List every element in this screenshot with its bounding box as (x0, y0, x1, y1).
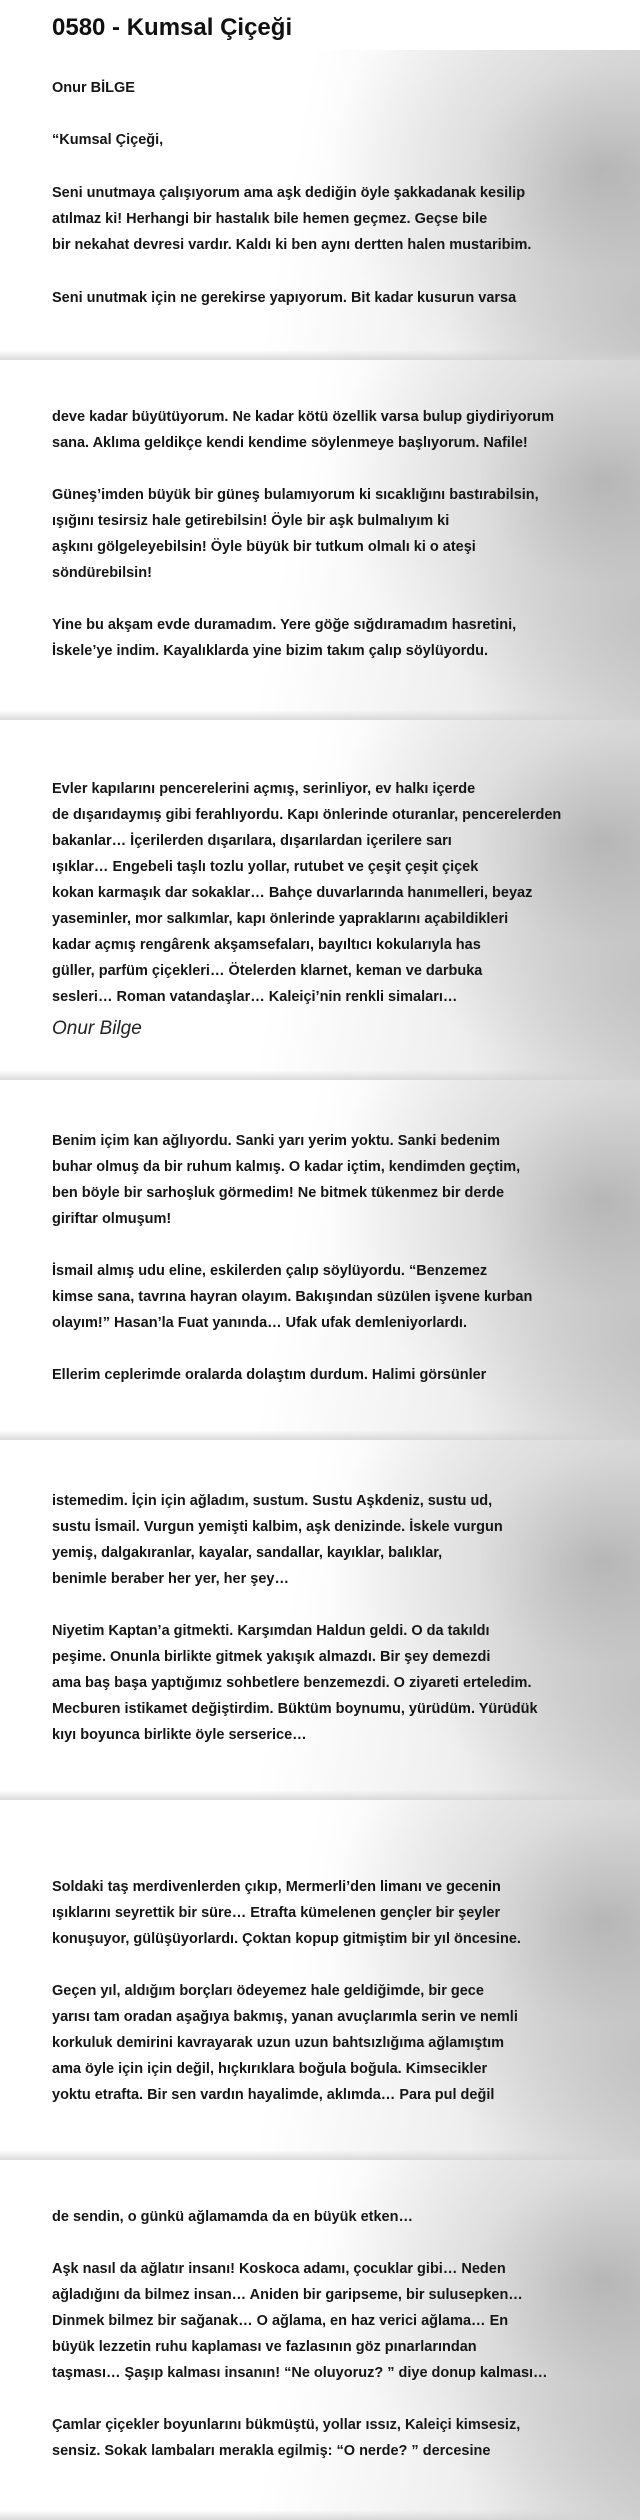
text-line: Çamlar çiçekler boyunlarını bükmüştü, yollar ıssız, Kaleiçi kimsesiz, (52, 2417, 521, 2433)
text-line: sustu İsmail. Vurgun yemişti kalbim, aşk denizinde. İskele vurgun (52, 1519, 503, 1535)
text-line: giriftar olmuşum! (52, 1211, 172, 1227)
text-line: deve kadar büyütüyorum. Ne kadar kötü özellik varsa bulup giydiriyorum (52, 409, 554, 425)
text-line: sesleri… Roman vatandaşlar… Kaleiçi’nin renkli simaları… (52, 989, 458, 1005)
paragraph (52, 2412, 622, 2464)
text-line: Soldaki taş merdivenlerden çıkıp, Mermerli’den limanı ve gecenin (52, 1879, 501, 1895)
text-line: istemedim. İçin için ağladım, sustum. Sustu Aşkdeniz, sustu ud, (52, 1493, 493, 1509)
text-line: kimse sana, tavrına hayran olayım. Bakışından süzülen işvene kurban (52, 1289, 533, 1305)
text-line: taşması… Şaşıp kalması insanın! “Ne oluyoruz? ” diye donup kalması… (52, 2365, 548, 2381)
page-panel (0, 50, 640, 360)
text-line: “Kumsal Çiçeği, (52, 132, 164, 148)
page-panel (0, 360, 640, 720)
text-line: büyük lezzetin ruhu kaplaması ve fazlasının göz pınarlarından (52, 2339, 477, 2355)
paragraph (52, 2256, 622, 2386)
text-line: Geçen yıl, aldığım borçları ödeyemez hale geldiğimde, bir gece (52, 1983, 484, 1999)
text-line: Onur BİLGE (52, 80, 135, 96)
paragraph (52, 1618, 622, 1748)
page-panel (0, 1440, 640, 1800)
text-line: ama öyle için için değil, hıçkırıklara boğula boğula. Kimsecikler (52, 2061, 488, 2077)
text-line: bakanlar… İçerilerden dışarılara, dışarılardan içerilere sarı (52, 833, 452, 849)
text-line: olayım!” Hasan’la Fuat yanında… Ufak ufak demleniyorlardı. (52, 1315, 467, 1331)
text-line: Seni unutmaya çalışıyorum ama aşk dediğin öyle şakkadanak kesilip (52, 185, 526, 201)
letter-salutation (52, 127, 622, 153)
text-line: kadar açmış rengârenk akşamsefaları, bayıltıcı kokularıyla has (52, 937, 481, 953)
text-line: ama baş başa yaptığımız sohbetlere benzemezdi. O ziyareti erteledim. (52, 1675, 532, 1691)
text-line: güller, parfüm çiçekleri… Ötelerden klarnet, keman ve darbuka (52, 963, 483, 979)
text-line: ağladığını da bilmez insan… Aniden bir garipseme, bir sulusepken… (52, 2287, 523, 2303)
text-line: buhar olmuş da bir ruhum kalmış. O kadar içtim, kendimden geçtim, (52, 1159, 521, 1175)
page-panel (0, 1800, 640, 2160)
text-line: sensiz. Sokak lambaları merakla egilmiş: “O nerde? ” dercesine (52, 2443, 491, 2459)
text-line: de sendin, o günkü ağlamamda da en büyük etken… (52, 2209, 413, 2225)
paragraph (52, 482, 622, 586)
text-line: Güneş’imden büyük bir güneş bulamıyorum ki sıcaklığını bastırabilsin, (52, 487, 539, 503)
paragraph (52, 1258, 622, 1336)
text-line: İskele’ye indim. Kayalıklarda yine bizim takım çalıp söylüyordu. (52, 643, 488, 659)
text-line: İsmail almış udu eline, eskilerden çalıp söylüyordu. “Benzemez (52, 1263, 488, 1279)
paragraph (52, 1978, 622, 2108)
page-panel (0, 720, 640, 1080)
paragraph (52, 776, 622, 1010)
text-line: ışıklar… Engebeli taşlı tozlu yollar, rutubet ve çeşit çeşit çiçek (52, 859, 479, 875)
text-line: söndürebilsin! (52, 565, 152, 581)
page-panel (0, 2160, 640, 2520)
author-signature: Onur Bilge (52, 1018, 142, 1039)
text-line: kıyı boyunca birlikte öyle serserice… (52, 1727, 307, 1743)
text-line: ışığını tesirsiz hale getirebilsin! Öyle bir aşk bulmalıyım ki (52, 513, 450, 529)
page-title: 0580 - Kumsal Çiçeği (52, 14, 293, 41)
text-line: Dinmek bilmez bir sağanak… O ağlama, en haz verici ağlama… En (52, 2313, 509, 2329)
text-line: bir nekahat devresi vardır. Kaldı ki ben aynı dertten halen mustaribim. (52, 237, 532, 253)
text-line: ben böyle bir sarhoşluk görmedim! Ne bitmek tükenmez bir derde (52, 1185, 505, 1201)
text-line: Aşk nasıl da ağlatır insanı! Koskoca adamı, çocuklar gibi… Neden (52, 2261, 506, 2277)
paragraph (52, 285, 622, 311)
paragraph (52, 1874, 622, 1952)
text-line: kokan karmaşık dar sokaklar… Bahçe duvarlarında hanımelleri, beyaz (52, 885, 533, 901)
paragraph (52, 1128, 622, 1232)
text-line: yemiş, dalgakıranlar, kayalar, sandallar, kayıklar, balıklar, (52, 1545, 443, 1561)
text-line: Ellerim ceplerimde oralarda dolaştım durdum. Halimi görsünler (52, 1367, 487, 1383)
page-panel (0, 1080, 640, 1440)
text-line: aşkını gölgeleyebilsin! Öyle büyük bir tutkum olmalı ki o ateşi (52, 539, 476, 555)
text-line: de dışarıdaymış gibi ferahlıyordu. Kapı önlerinde oturanlar, pencerelerden (52, 807, 562, 823)
text-line: atılmaz ki! Herhangi bir hastalık bile hemen geçmez. Geçse bile (52, 211, 488, 227)
text-line: Benim içim kan ağlıyordu. Sanki yarı yerim yoktu. Sanki bedenim (52, 1133, 501, 1149)
text-line: Yine bu akşam evde duramadım. Yere göğe sığdıramadım hasretini, (52, 617, 517, 633)
paragraph (52, 180, 622, 258)
paragraph (52, 404, 622, 456)
text-line: yoktu etrafta. Bir sen vardın hayalimde, aklımda… Para pul değil (52, 2087, 495, 2103)
paragraph (52, 1362, 622, 1388)
paragraph (52, 2204, 622, 2230)
text-line: Mecburen istikamet değiştirdim. Büktüm boynumu, yürüdüm. Yürüdük (52, 1701, 538, 1717)
text-line: Seni unutmak için ne gerekirse yapıyorum. Bit kadar kusurun varsa (52, 290, 517, 306)
text-line: benimle beraber her yer, her şey… (52, 1571, 289, 1587)
text-line: korkuluk demirini kavrayarak uzun uzun bahtsızlığıma ağlamıştım (52, 2035, 505, 2051)
paragraph (52, 612, 622, 664)
text-line: peşime. Onunla birlikte gitmek yakışık almazdı. Bir şey demezdi (52, 1649, 491, 1665)
text-line: yarısı tam oradan aşağıya bakmış, yanan avuçlarımla serin ve nemli (52, 2009, 518, 2025)
text-line: ışıklarını seyrettik bir süre… Etrafta kümelenen gençler bir şeyler (52, 1905, 501, 1921)
text-line: Niyetim Kaptan’a gitmekti. Karşımdan Haldun geldi. O da takıldı (52, 1623, 490, 1639)
text-line: Evler kapılarını pencerelerini açmış, serinliyor, ev halkı içerde (52, 781, 476, 797)
text-line: yaseminler, mor salkımlar, kapı önlerinde yapraklarını açabildikleri (52, 911, 509, 927)
text-line: konuşuyor, gülüşüyorlardı. Çoktan kopup gitmiştim bir yıl öncesine. (52, 1931, 521, 1947)
text-line: sana. Aklıma geldikçe kendi kendime söylenmeye başlıyorum. Nafile! (52, 435, 528, 451)
paragraph (52, 1488, 622, 1592)
author-name (52, 75, 622, 101)
